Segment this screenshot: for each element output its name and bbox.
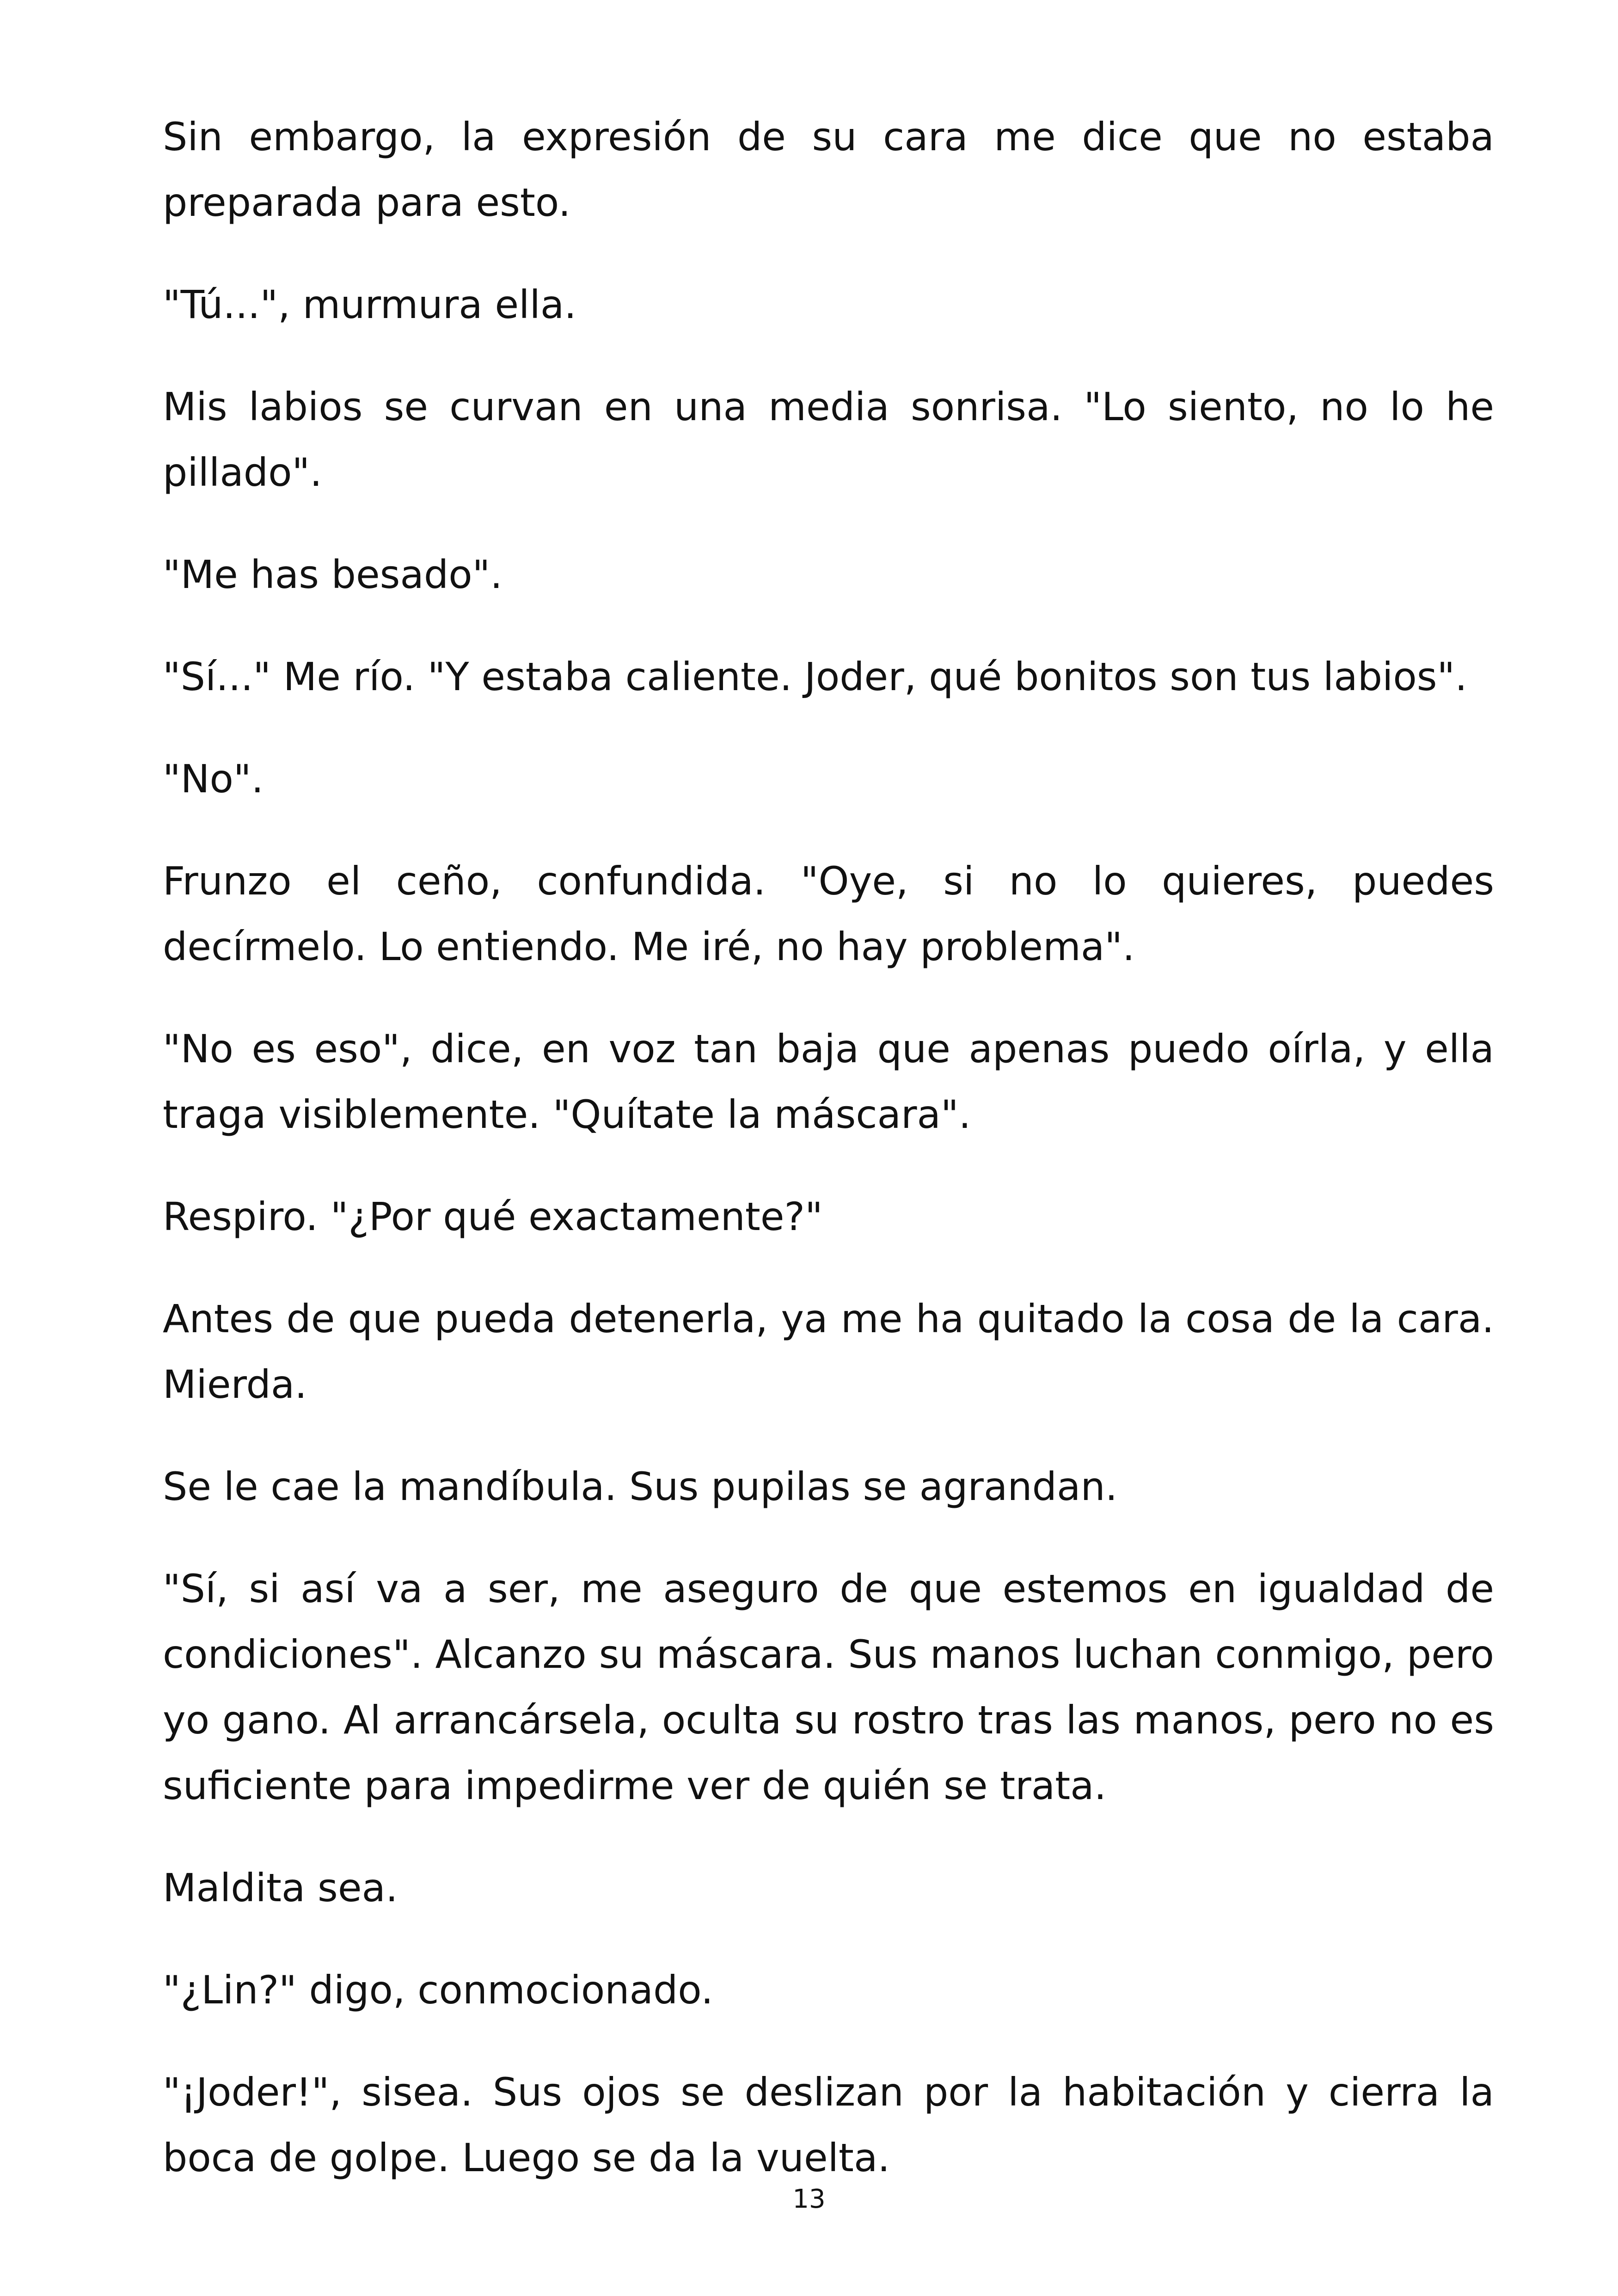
paragraph: "Sí, si así va a ser, me aseguro de que estemos en igualdad de condiciones". Alcanzo su máscara. Sus manos luchan conmigo, pero yo gano. Al arrancársela, oculta su rostro tras las manos, pero no es suficiente para impedirme ver de quién se trata. [163, 1566, 1494, 1808]
paragraph: "¡Joder!", sisea. Sus ojos se deslizan por la habitación y cierra la boca de golpe. Luego se da la vuelta. [163, 2069, 1494, 2180]
paragraph: Mis labios se curvan en una media sonrisa. "Lo siento, no lo he pillado". [163, 384, 1494, 495]
paragraph: Frunzo el ceño, confundida. "Oye, si no lo quieres, puedes decírmelo. Lo entiendo. Me iré, no hay problema". [163, 858, 1494, 969]
paragraph: "Tú...", murmura ella. [163, 282, 577, 327]
paragraph: "No". [163, 756, 264, 802]
document-body [163, 104, 1494, 2227]
paragraph: Maldita sea. [163, 1865, 398, 1910]
paragraph: Respiro. "¿Por qué exactamente?" [163, 1194, 823, 1239]
page-number: 13 [792, 2184, 826, 2214]
paragraph: "¿Lin?" digo, conmocionado. [163, 1967, 713, 2013]
paragraph: "Me has besado". [163, 552, 503, 597]
paragraph: "Sí..." Me río. "Y estaba caliente. Joder, qué bonitos son tus labios". [163, 654, 1467, 699]
paragraph: Sin embargo, la expresión de su cara me dice que no estaba preparada para esto. [163, 114, 1494, 225]
paragraph: "No es eso", dice, en voz tan baja que apenas puedo oírla, y ella traga visiblemente. "Quítate la máscara". [163, 1026, 1494, 1137]
paragraph: Se le cae la mandíbula. Sus pupilas se agrandan. [163, 1464, 1118, 1509]
paragraph: Antes de que pueda detenerla, ya me ha quitado la cosa de la cara. Mierda. [163, 1296, 1494, 1407]
